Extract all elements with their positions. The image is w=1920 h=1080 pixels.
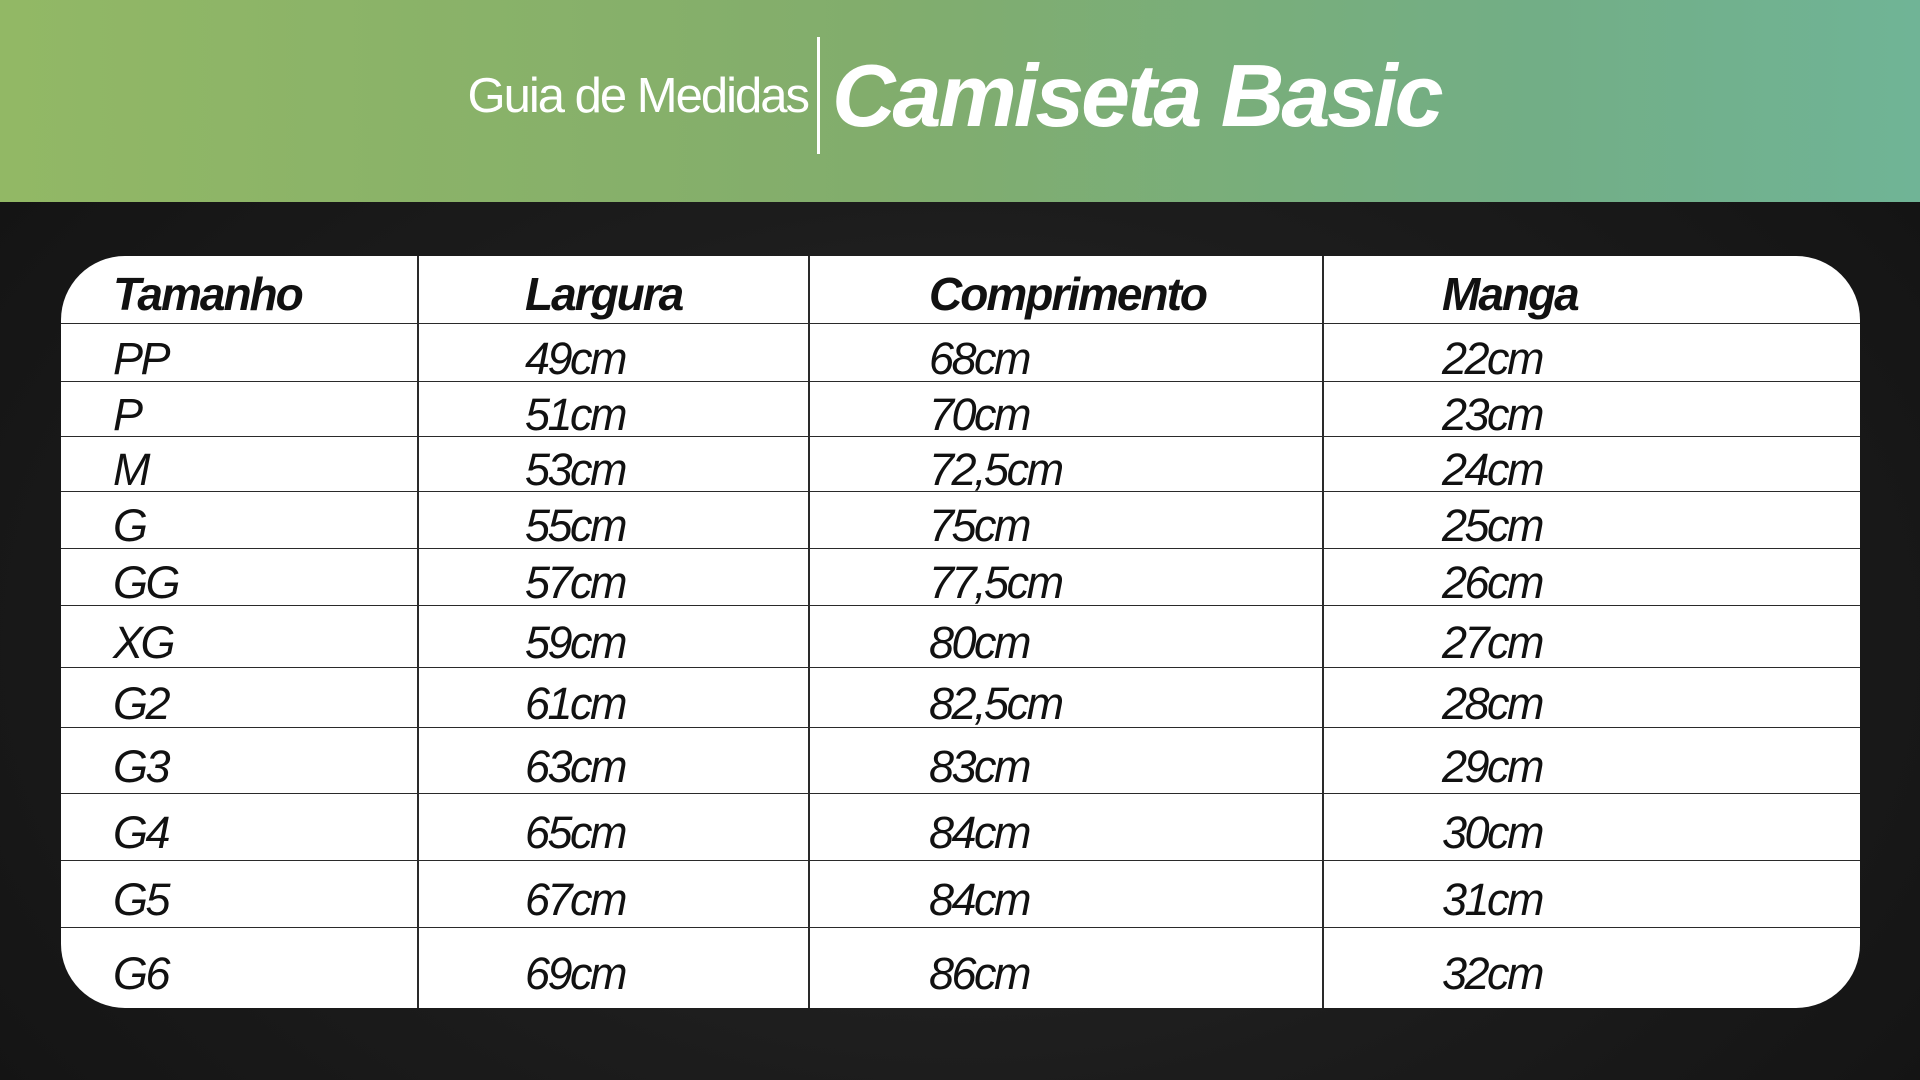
column-header-comprimento: Comprimento xyxy=(929,267,1206,320)
cell-comprimento: 80cm xyxy=(929,616,1030,668)
cell-largura: 67cm xyxy=(525,874,626,925)
cell-comprimento: 86cm xyxy=(929,948,1030,999)
table-row xyxy=(61,728,1860,794)
cell-comprimento: 68cm xyxy=(929,332,1030,384)
cell-comprimento: 77,5cm xyxy=(929,557,1062,608)
cell-comprimento: 75cm xyxy=(929,500,1030,551)
cell-tamanho: PP xyxy=(113,332,169,384)
table-row xyxy=(61,606,1860,668)
cell-comprimento: 84cm xyxy=(929,874,1030,925)
cell-manga: 31cm xyxy=(1442,874,1543,925)
cell-manga: 23cm xyxy=(1442,389,1543,440)
cell-manga: 25cm xyxy=(1442,500,1543,551)
column-divider xyxy=(808,256,810,1008)
cell-manga: 24cm xyxy=(1442,444,1543,495)
cell-largura: 59cm xyxy=(525,616,626,668)
cell-tamanho: M xyxy=(113,444,148,495)
cell-largura: 63cm xyxy=(525,740,626,792)
cell-comprimento: 70cm xyxy=(929,389,1030,440)
cell-largura: 69cm xyxy=(525,948,626,999)
cell-tamanho: G4 xyxy=(113,807,169,858)
table-row xyxy=(61,324,1860,382)
table-row xyxy=(61,861,1860,928)
page-title: Camiseta Basic xyxy=(832,46,1441,145)
cell-tamanho: G6 xyxy=(113,948,169,999)
cell-largura: 61cm xyxy=(525,677,626,729)
table-row xyxy=(61,437,1860,495)
cell-tamanho: G3 xyxy=(113,740,169,792)
cell-manga: 30cm xyxy=(1442,807,1543,858)
cell-manga: 32cm xyxy=(1442,948,1543,999)
cell-tamanho: GG xyxy=(113,557,179,608)
cell-comprimento: 83cm xyxy=(929,740,1030,792)
table-row xyxy=(61,668,1860,728)
cell-tamanho: G xyxy=(113,500,146,551)
cell-manga: 28cm xyxy=(1442,677,1543,729)
size-table xyxy=(61,256,1860,1008)
cell-tamanho: XG xyxy=(113,616,174,668)
cell-largura: 65cm xyxy=(525,807,626,858)
cell-manga: 27cm xyxy=(1442,616,1543,668)
table-header-row xyxy=(61,256,1860,324)
table-row xyxy=(61,549,1860,606)
cell-largura: 53cm xyxy=(525,444,626,495)
cell-comprimento: 82,5cm xyxy=(929,677,1062,729)
header-subtitle: Guia de Medidas xyxy=(467,69,808,123)
cell-largura: 49cm xyxy=(525,332,626,384)
header-divider xyxy=(817,37,820,154)
cell-tamanho: P xyxy=(113,389,141,440)
cell-comprimento: 84cm xyxy=(929,807,1030,858)
table-row xyxy=(61,794,1860,861)
table-row xyxy=(61,928,1860,1008)
column-header-manga: Manga xyxy=(1442,267,1578,320)
column-header-tamanho: Tamanho xyxy=(113,267,302,320)
table-row xyxy=(61,492,1860,549)
column-divider xyxy=(417,256,419,1008)
cell-tamanho: G2 xyxy=(113,677,169,729)
table-row xyxy=(61,382,1860,440)
cell-manga: 29cm xyxy=(1442,740,1543,792)
cell-largura: 57cm xyxy=(525,557,626,608)
cell-largura: 51cm xyxy=(525,389,626,440)
cell-largura: 55cm xyxy=(525,500,626,551)
cell-tamanho: G5 xyxy=(113,874,169,925)
cell-manga: 22cm xyxy=(1442,332,1543,384)
cell-manga: 26cm xyxy=(1442,557,1543,608)
column-divider xyxy=(1322,256,1324,1008)
column-header-largura: Largura xyxy=(525,267,683,320)
header-banner xyxy=(0,0,1920,202)
cell-comprimento: 72,5cm xyxy=(929,444,1062,495)
